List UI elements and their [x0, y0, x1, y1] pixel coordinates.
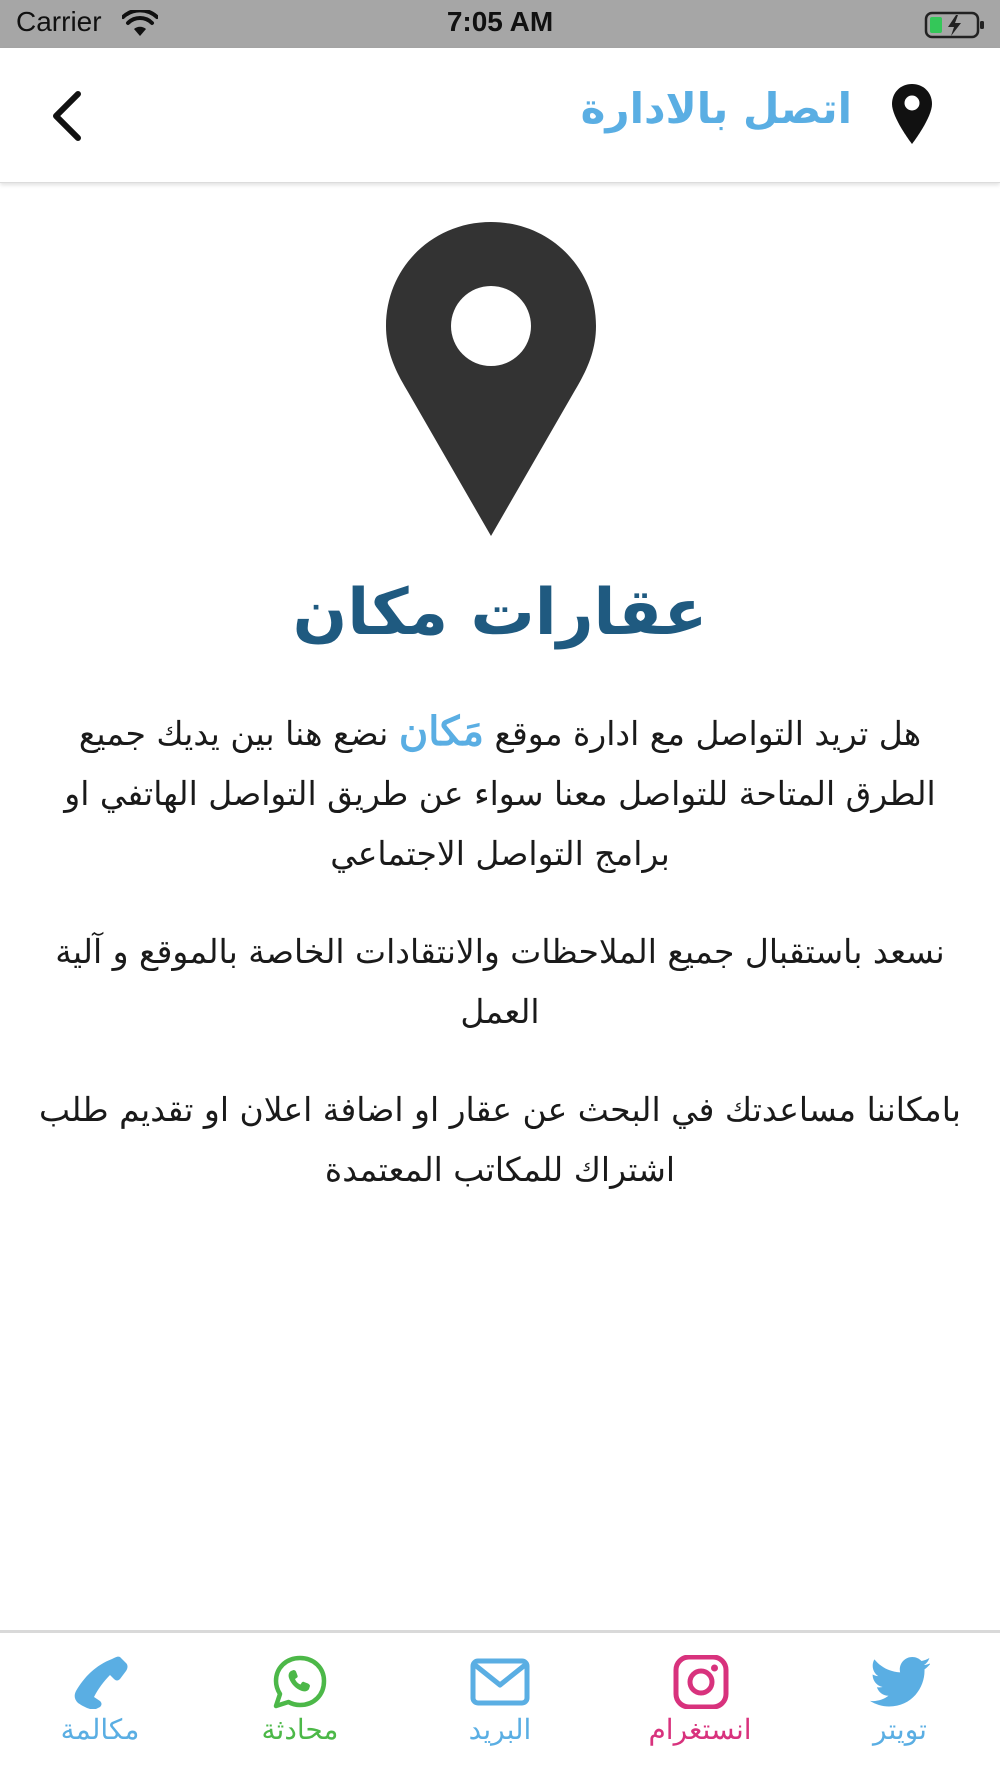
call-button[interactable] [0, 1655, 200, 1765]
status-bar [0, 0, 1000, 48]
whatsapp-button[interactable] [200, 1655, 400, 1765]
twitter-button[interactable] [800, 1655, 1000, 1765]
brand-name: مَكان [398, 708, 484, 755]
phone-icon [70, 1655, 130, 1709]
brand-title: عقارات مكان [292, 576, 708, 650]
email-button[interactable] [400, 1655, 600, 1765]
back-button[interactable] [44, 88, 88, 144]
instagram-button[interactable] [600, 1655, 800, 1765]
feedback-paragraph: نسعد باستقبال جميع الملاحظات والانتقادات الخاصة بالموقع و آلية العمل [55, 932, 945, 1031]
location-pin-icon [890, 82, 934, 146]
carrier-label: Carrier [16, 6, 102, 37]
battery-icon [924, 10, 986, 40]
location-pin-icon [384, 220, 598, 538]
navigation-bar [0, 48, 1000, 183]
intro-paragraph [30, 702, 970, 884]
envelope-icon [470, 1655, 530, 1709]
twitter-bird-icon [870, 1655, 930, 1709]
twitter-label: تويتر [873, 1713, 927, 1746]
intro-text-end: نضع هنا بين يديك جميع الطرق المتاحة للتواصل معنا سواء عن طريق التواصل الهاتفي او برامج التواصل الاجتماعي [64, 714, 936, 873]
whatsapp-label: محادثة [261, 1713, 339, 1746]
instagram-icon [670, 1655, 730, 1709]
page-title: اتصل بالادارة [580, 84, 852, 133]
intro-text-start: هل تريد التواصل مع ادارة موقع [494, 714, 922, 753]
instagram-label: انستغرام [648, 1713, 752, 1746]
contact-tab-bar [0, 1630, 1000, 1781]
email-label: البريد [468, 1713, 532, 1746]
call-label: مكالمة [60, 1713, 140, 1746]
status-time: 7:05 AM [446, 6, 554, 37]
services-paragraph: بامكاننا مساعدتك في البحث عن عقار او اضافة اعلان او تقديم طلب اشتراك للمكاتب المعتمدة [39, 1090, 961, 1189]
whatsapp-icon [270, 1655, 330, 1709]
